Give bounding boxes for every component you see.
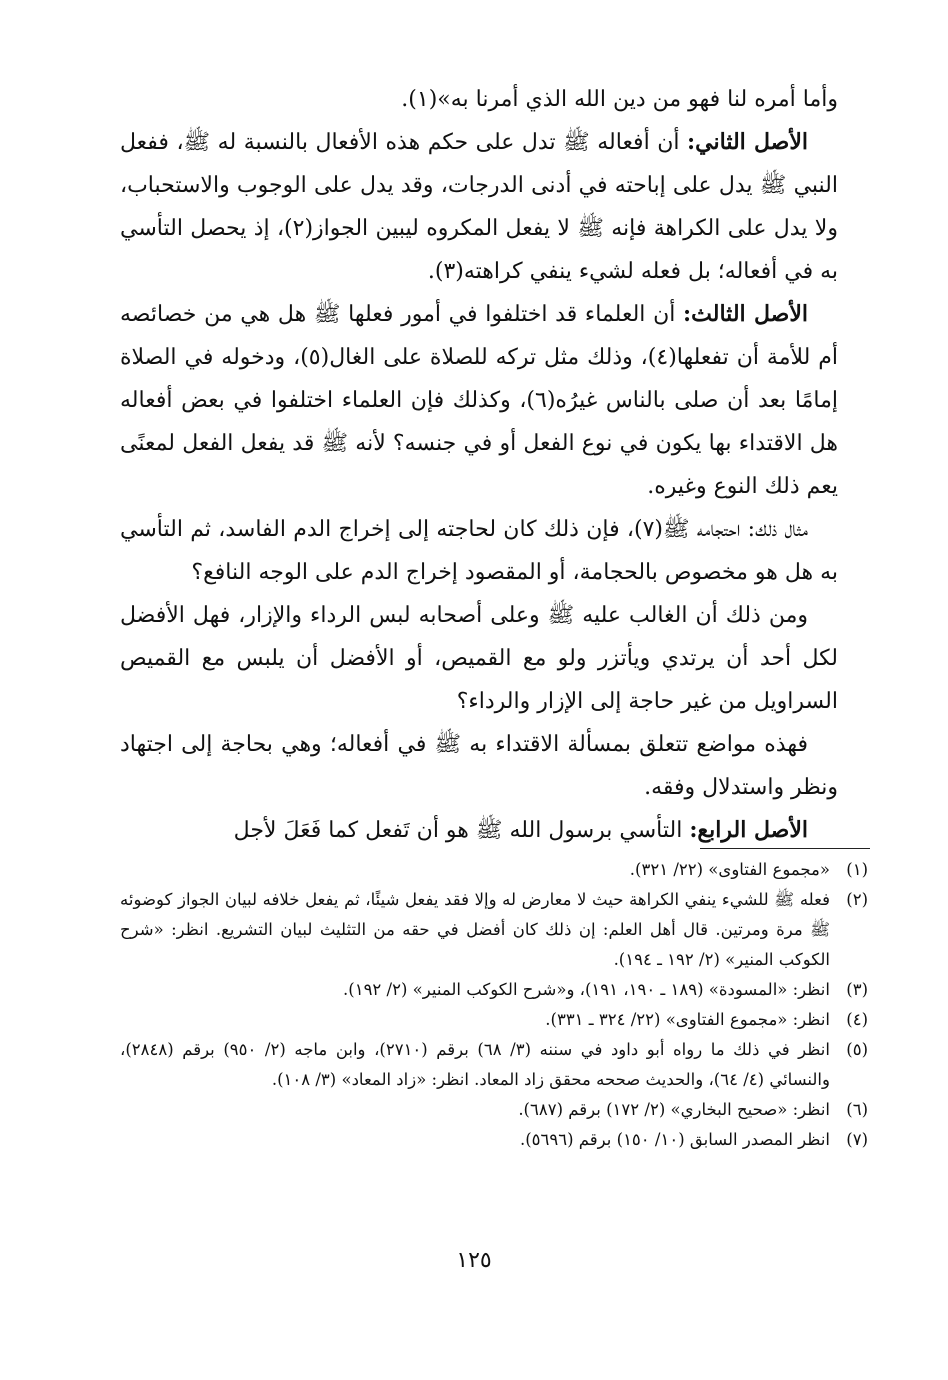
paragraph-6: فهذه مواضع تتعلق بمسألة الاقتداء به ﷺ في أفعاله؛ وهي بحاجة إلى اجتهاد ونظر واستدلال وفقه.	[120, 732, 838, 800]
footnote-text: انظر: «مجموع الفتاوى» (٢٢/ ٣٢٤ ـ ٣٣١).	[545, 1010, 830, 1029]
footnote	[120, 1125, 868, 1155]
footnote-separator	[700, 848, 870, 849]
footnotes	[120, 855, 868, 1155]
footnote-number: (٢)	[846, 890, 868, 909]
footnote-number: (٧)	[846, 1130, 868, 1149]
footnote	[120, 1005, 868, 1035]
footnote	[120, 975, 868, 1005]
footnote-text: انظر المصدر السابق (١٠/ ١٥٠) برقم (٥٦٩٦).	[519, 1130, 830, 1149]
footnote	[120, 855, 868, 885]
footnote	[120, 885, 868, 975]
paragraph-3-text: أن العلماء قد اختلفوا في أمور فعلها ﷺ هل هي من خصائصه أم للأمة أن تفعلها(٤)، وذلك مثل تركه للصلاة على الغال(٥)، ودخوله في الصلاة إمامًا بعد أن صلى بالناس غيرُه(٦)، وكذلك فإن العلماء اختلفوا في بعض أفعاله هل الاقتداء بها يكون في نوع الفعل أو في جنسه؟ لأنه ﷺ قد يفعل الفعل لمعنًى يعم ذلك النوع وغيره.	[120, 302, 838, 499]
footnote-number: (٣)	[846, 980, 868, 999]
footnote-number: (٦)	[846, 1100, 868, 1119]
paragraph-2	[120, 121, 838, 293]
footnote	[120, 1095, 868, 1125]
page-number: ١٢٥	[456, 1248, 492, 1273]
paragraph-2-text: أن أفعاله ﷺ تدل على حكم هذه الأفعال بالنسبة له ﷺ، ففعل النبي ﷺ يدل على إباحته في أدنى الدرجات، وقد يدل على الوجوب والاستحباب، ولا يدل على الكراهة فإنه ﷺ لا يفعل المكروه ليبين الجواز(٢)، إذ يحصل التأسي به في أفعاله؛ بل فعله لشيء ينفي كراهته(٣).	[120, 130, 838, 284]
paragraph-3	[120, 293, 838, 508]
footnote-text: انظر: «المسودة» (١٨٩ ـ ١٩٠، ١٩١)، و«شرح الكوكب المنير» (٢/ ١٩٢).	[343, 980, 830, 999]
section-heading-third-principle: الأصل الثالث:	[683, 301, 808, 327]
paragraph-4: مثال ذلك: احتجامه ﷺ(٧)، فإن ذلك كان لحاجته إلى إخراج الدم الفاسد، ثم التأسي به هل هو مخصوص بالحجامة، أو المقصود إخراج الدم على الوجه النافع؟	[120, 517, 838, 585]
footnote-number: (١)	[846, 860, 868, 879]
section-heading-second-principle: الأصل الثاني:	[687, 129, 808, 155]
paragraph-5: ومن ذلك أن الغالب عليه ﷺ وعلى أصحابه لبس الرداء والإزار، فهل الأفضل لكل أحد أن يرتدي ويأتزر ولو مع القميص، أو الأفضل أن يلبس مع القميص السراويل من غير حاجة إلى الإزار والرداء؟	[120, 603, 838, 714]
section-heading-fourth-principle: الأصل الرابع:	[689, 817, 808, 843]
footnote	[120, 1035, 868, 1095]
footnote-text: «مجموع الفتاوى» (٢٢/ ٣٢١).	[629, 860, 830, 879]
paragraph-1: وأما أمره لنا فهو من دين الله الذي أمرنا به»(١).	[401, 87, 838, 112]
paragraph-7	[120, 809, 838, 852]
footnote-text: فعله ﷺ للشيء ينفي الكراهة حيث لا معارض له وإلا فقد يفعل شيئًا، ثم يفعل خلافه لبيان الجواز كوضوئه ﷺ مرة ومرتين. قال أهل العلم: إن ذلك كان أفضل في حقه من التثليث لبيان التشريع. انظر: «شرح الكوكب المنير» (٢/ ١٩٢ ـ ١٩٤).	[120, 890, 830, 969]
footnote-text: انظر: «صحيح البخاري» (٢/ ١٧٢) برقم (٦٨٧).	[518, 1100, 830, 1119]
paragraph-7-text: التأسي برسول الله ﷺ هو أن تَفعل كما فَعَلَ لأجل	[233, 818, 690, 843]
footnote-number: (٤)	[846, 1010, 868, 1029]
footnote-number: (٥)	[846, 1040, 868, 1059]
main-text	[120, 78, 838, 852]
footnote-text: انظر في ذلك ما رواه أبو داود في سننه (٣/ ٦٨) برقم (٢٧١٠)، وابن ماجه (٢/ ٩٥٠) برقم (٢٨٤٨)، والنسائي (٤/ ٦٤)، والحديث صححه محقق زاد المعاد. انظر: «زاد المعاد» (٣/ ١٠٨).	[120, 1040, 830, 1089]
